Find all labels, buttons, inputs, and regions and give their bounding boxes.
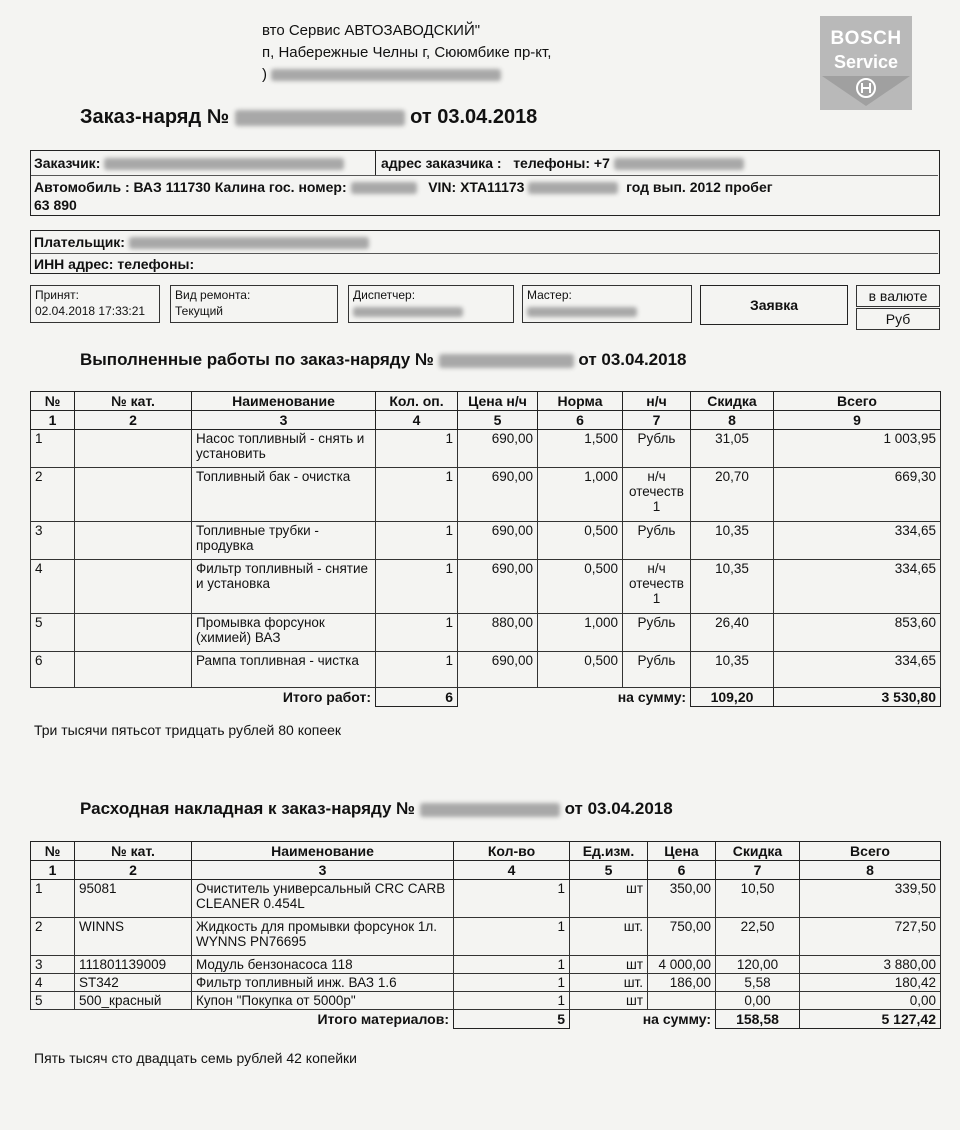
row-price: 690,00 — [458, 468, 538, 522]
row-unit: шт — [570, 992, 648, 1010]
row-total: 727,50 — [800, 918, 941, 956]
row-norm: 1,000 — [538, 468, 623, 522]
row-discount: 5,58 — [716, 974, 800, 992]
row-price: 4 000,00 — [648, 956, 716, 974]
dispatcher-label: Диспетчер: — [353, 288, 416, 302]
car-label: Автомобиль : ВАЗ 111730 Калина гос. номер: — [34, 179, 347, 195]
accepted-box — [30, 285, 160, 323]
table-row — [31, 956, 941, 974]
materials-sum-words: Пять тысяч сто двадцать семь рублей 42 копейки — [34, 1050, 358, 1066]
table-row — [31, 918, 941, 956]
row-name: Топливные трубки - продувка — [192, 522, 376, 560]
row-qty: 1 — [376, 468, 458, 522]
works-col-header: н/ч — [623, 392, 691, 411]
works-total-discount: 109,20 — [691, 688, 774, 707]
company-name: вто Сервис АВТОЗАВОДСКИЙ" — [262, 22, 481, 39]
row-price: 186,00 — [648, 974, 716, 992]
row-price: 750,00 — [648, 918, 716, 956]
row-number: 2 — [31, 918, 75, 956]
col-number: 5 — [570, 861, 648, 880]
row-price: 690,00 — [458, 522, 538, 560]
row-qty: 1 — [376, 652, 458, 688]
row-total: 334,65 — [774, 560, 941, 614]
row-number: 5 — [31, 614, 75, 652]
bosch-armature-icon — [820, 74, 912, 110]
row-name: Топливный бак - очистка — [192, 468, 376, 522]
repair-type-box — [170, 285, 338, 323]
materials-total-label: Итого материалов: — [317, 1011, 449, 1027]
row-qty: 1 — [454, 974, 570, 992]
materials-col-header: Всего — [800, 842, 941, 861]
col-number: 9 — [774, 411, 941, 430]
row-discount: 22,50 — [716, 918, 800, 956]
col-number: 4 — [376, 411, 458, 430]
table-row — [31, 992, 941, 1010]
row-unit: шт — [570, 956, 648, 974]
table-row — [31, 880, 941, 918]
materials-total-qty: 5 — [454, 1010, 570, 1029]
car-line — [34, 179, 773, 195]
row-name: Промывка форсунок (химией) ВАЗ — [192, 614, 376, 652]
page-title — [80, 106, 537, 129]
row-norm: 1,500 — [538, 430, 623, 468]
company-contacts — [262, 66, 501, 83]
redacted-vin — [528, 182, 618, 194]
currency-label: в валюте — [856, 285, 940, 307]
accepted-label: Принят: — [35, 288, 79, 302]
redacted-contacts — [271, 69, 501, 81]
row-number: 3 — [31, 956, 75, 974]
redacted-works-number — [439, 354, 574, 368]
customer-phones-label: телефоны: +7 — [513, 155, 610, 171]
row-name: Фильтр топливный инж. ВАЗ 1.6 — [192, 974, 454, 992]
row-qty: 1 — [376, 614, 458, 652]
works-total-label: Итого работ: — [282, 689, 371, 705]
col-number: 6 — [538, 411, 623, 430]
materials-header-row — [31, 842, 941, 861]
works-title — [80, 350, 686, 370]
row-cat: 500_красный — [75, 992, 192, 1010]
redacted-order-number — [235, 110, 405, 126]
row-price: 880,00 — [458, 614, 538, 652]
works-col-header: Кол. оп. — [376, 392, 458, 411]
row-name: Фильтр топливный - снятие и установка — [192, 560, 376, 614]
row-qty: 1 — [454, 880, 570, 918]
row-total: 334,65 — [774, 652, 941, 688]
row-unit: н/ч отечеств 1 — [623, 468, 691, 522]
vin-label: VIN: XTA11173 — [428, 179, 525, 195]
row-number: 4 — [31, 560, 75, 614]
works-table — [30, 391, 941, 707]
row-number: 5 — [31, 992, 75, 1010]
currency-value: Руб — [856, 308, 940, 330]
materials-sum-label: на сумму: — [642, 1011, 711, 1027]
col-number: 8 — [691, 411, 774, 430]
col-number: 4 — [454, 861, 570, 880]
row-discount: 20,70 — [691, 468, 774, 522]
materials-col-header: Цена — [648, 842, 716, 861]
works-col-header: Скидка — [691, 392, 774, 411]
repair-type-value: Текущий — [175, 304, 223, 318]
row-name: Купон "Покупка от 5000р" — [192, 992, 454, 1010]
works-col-header: № — [31, 392, 75, 411]
row-discount: 10,50 — [716, 880, 800, 918]
row-total: 853,60 — [774, 614, 941, 652]
works-colnum-row — [31, 411, 941, 430]
row-unit: шт. — [570, 974, 648, 992]
redacted-dispatcher — [353, 307, 463, 317]
row-number: 3 — [31, 522, 75, 560]
row-norm: 0,500 — [538, 652, 623, 688]
customer-label-row — [34, 155, 344, 171]
row-total: 669,30 — [774, 468, 941, 522]
row-number: 1 — [31, 880, 75, 918]
row-total: 334,65 — [774, 522, 941, 560]
row-price: 690,00 — [458, 560, 538, 614]
works-sum-words: Три тысячи пятьсот тридцать рублей 80 копеек — [34, 722, 342, 738]
customer-address-label: адрес заказчика : — [381, 155, 502, 171]
row-total: 0,00 — [800, 992, 941, 1010]
row-name: Жидкость для промывки форсунок 1л. WYNNS PN76695 — [192, 918, 454, 956]
payer-row — [34, 234, 369, 250]
row-qty: 1 — [454, 956, 570, 974]
redacted-materials-number — [420, 803, 560, 817]
row-unit: Рубль — [623, 614, 691, 652]
title-prefix: Заказ-наряд № — [80, 106, 230, 128]
row-cat: 111801139009 — [75, 956, 192, 974]
materials-colnum-row — [31, 861, 941, 880]
redacted-plate — [351, 182, 417, 194]
row-discount: 10,35 — [691, 522, 774, 560]
row-price — [648, 992, 716, 1010]
master-box — [522, 285, 692, 323]
row-qty: 1 — [376, 430, 458, 468]
col-number: 7 — [623, 411, 691, 430]
row-unit: шт. — [570, 918, 648, 956]
materials-col-header: № — [31, 842, 75, 861]
row-unit: Рубль — [623, 430, 691, 468]
row-cat: ST342 — [75, 974, 192, 992]
row-number: 2 — [31, 468, 75, 522]
row-norm: 1,000 — [538, 614, 623, 652]
row-discount: 10,35 — [691, 652, 774, 688]
table-row — [31, 430, 941, 468]
materials-col-header: № кат. — [75, 842, 192, 861]
mileage: 63 890 — [34, 197, 77, 213]
table-row — [31, 522, 941, 560]
col-number: 7 — [716, 861, 800, 880]
contacts-prefix: ) — [262, 66, 267, 83]
row-name: Рампа топливная - чистка — [192, 652, 376, 688]
redacted-customer-name — [104, 158, 344, 170]
col-number: 5 — [458, 411, 538, 430]
master-label: Мастер: — [527, 288, 572, 302]
row-unit: шт — [570, 880, 648, 918]
row-cat — [75, 560, 192, 614]
materials-title-date: от 03.04.2018 — [564, 799, 673, 818]
col-number: 3 — [192, 861, 454, 880]
works-col-header: Всего — [774, 392, 941, 411]
dispatcher-box — [348, 285, 514, 323]
materials-col-header: Наименование — [192, 842, 454, 861]
payer-label: Плательщик: — [34, 234, 125, 250]
row-cat — [75, 522, 192, 560]
row-price: 690,00 — [458, 430, 538, 468]
table-row — [31, 560, 941, 614]
row-qty: 1 — [376, 560, 458, 614]
redacted-master — [527, 307, 637, 317]
works-title-date: от 03.04.2018 — [578, 350, 687, 369]
redacted-phone — [614, 158, 744, 170]
works-total-row — [31, 688, 941, 707]
logo-sub: Service — [833, 52, 899, 72]
row-unit: н/ч отечеств 1 — [623, 560, 691, 614]
row-cat — [75, 468, 192, 522]
works-col-header: № кат. — [75, 392, 192, 411]
payer-inn-line: ИНН адрес: телефоны: — [34, 256, 195, 272]
row-name: Модуль бензонасоса 118 — [192, 956, 454, 974]
row-number: 6 — [31, 652, 75, 688]
accepted-value: 02.04.2018 17:33:21 — [35, 304, 146, 318]
works-total-qty: 6 — [376, 688, 458, 707]
repair-type-label: Вид ремонта: — [175, 288, 251, 302]
row-discount: 10,35 — [691, 560, 774, 614]
works-title-prefix: Выполненные работы по заказ-наряду № — [80, 350, 434, 369]
row-number: 4 — [31, 974, 75, 992]
row-discount: 26,40 — [691, 614, 774, 652]
row-price: 350,00 — [648, 880, 716, 918]
row-cat: 95081 — [75, 880, 192, 918]
row-norm: 0,500 — [538, 560, 623, 614]
row-number: 1 — [31, 430, 75, 468]
materials-title-prefix: Расходная накладная к заказ-наряду № — [80, 799, 416, 818]
materials-total-sum: 5 127,42 — [800, 1010, 941, 1029]
materials-col-header: Кол-во — [454, 842, 570, 861]
row-cat — [75, 430, 192, 468]
row-discount: 0,00 — [716, 992, 800, 1010]
row-cat — [75, 614, 192, 652]
table-row — [31, 652, 941, 688]
materials-col-header: Ед.изм. — [570, 842, 648, 861]
works-col-header: Наименование — [192, 392, 376, 411]
materials-total-discount: 158,58 — [716, 1010, 800, 1029]
payer-box — [30, 230, 940, 274]
table-row — [31, 614, 941, 652]
works-col-header: Норма — [538, 392, 623, 411]
row-total: 3 880,00 — [800, 956, 941, 974]
row-discount: 120,00 — [716, 956, 800, 974]
customer-address-row — [381, 155, 744, 171]
row-discount: 31,05 — [691, 430, 774, 468]
row-cat: WINNS — [75, 918, 192, 956]
col-number: 8 — [800, 861, 941, 880]
works-col-header: Цена н/ч — [458, 392, 538, 411]
title-date: от 03.04.2018 — [410, 106, 538, 128]
row-name: Очиститель универсальный CRC CARB CLEANER 0.454L — [192, 880, 454, 918]
row-norm: 0,500 — [538, 522, 623, 560]
row-price: 690,00 — [458, 652, 538, 688]
materials-title — [80, 799, 673, 819]
works-total-sum: 3 530,80 — [774, 688, 941, 707]
col-number: 6 — [648, 861, 716, 880]
table-row — [31, 468, 941, 522]
logo-brand: BOSCH — [830, 28, 902, 49]
row-unit: Рубль — [623, 522, 691, 560]
col-number: 1 — [31, 861, 75, 880]
row-cat — [75, 652, 192, 688]
col-number: 2 — [75, 411, 192, 430]
row-total: 339,50 — [800, 880, 941, 918]
row-total: 1 003,95 — [774, 430, 941, 468]
table-row — [31, 974, 941, 992]
materials-total-row — [31, 1010, 941, 1029]
row-qty: 1 — [454, 992, 570, 1010]
row-unit: Рубль — [623, 652, 691, 688]
col-number: 3 — [192, 411, 376, 430]
bosch-service-logo — [820, 16, 912, 110]
redacted-payer-name — [129, 237, 369, 249]
materials-col-header: Скидка — [716, 842, 800, 861]
customer-box — [30, 150, 940, 216]
works-header-row — [31, 392, 941, 411]
row-qty: 1 — [454, 918, 570, 956]
company-address: п, Набережные Челны г, Сююмбике пр-кт, — [262, 44, 552, 61]
request-box: Заявка — [700, 285, 848, 325]
row-total: 180,42 — [800, 974, 941, 992]
works-sum-label: на сумму: — [617, 689, 686, 705]
year-label: год вып. 2012 пробег — [626, 179, 773, 195]
customer-label: Заказчик: — [34, 155, 101, 171]
row-qty: 1 — [376, 522, 458, 560]
col-number: 2 — [75, 861, 192, 880]
materials-table — [30, 841, 941, 1029]
row-name: Насос топливный - снять и установить — [192, 430, 376, 468]
col-number: 1 — [31, 411, 75, 430]
